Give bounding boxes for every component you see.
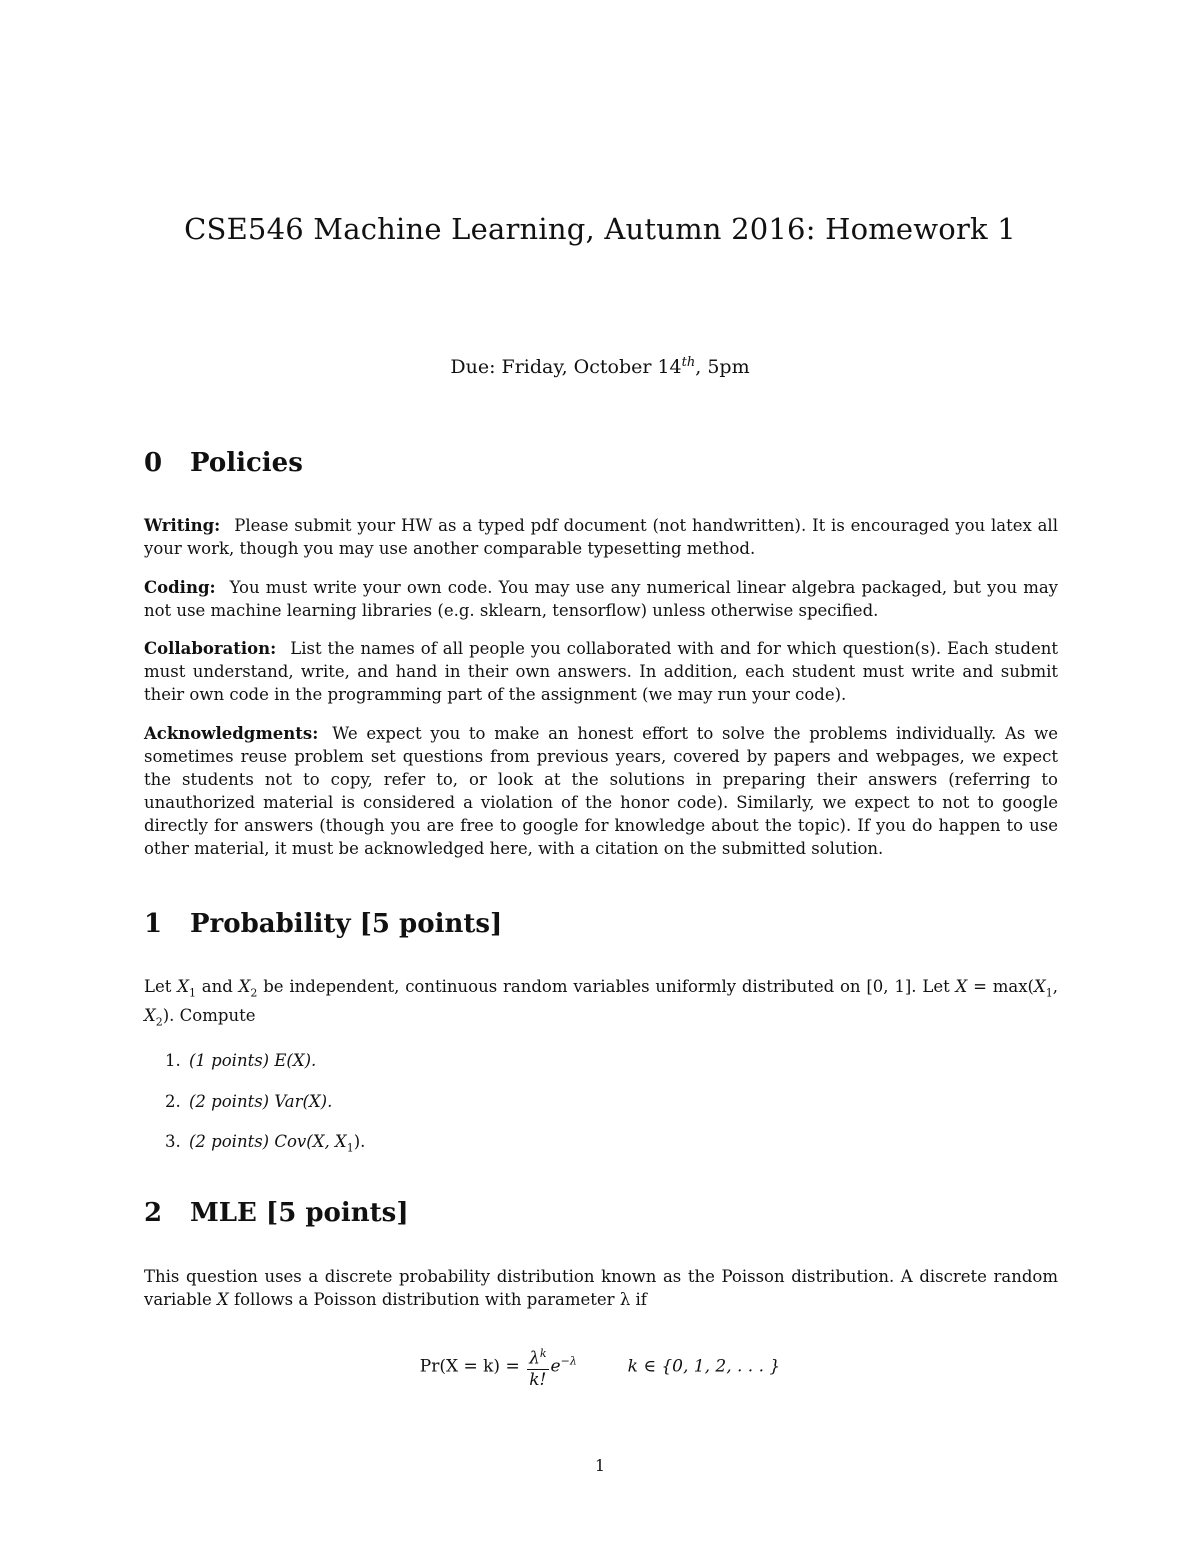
policy-label: Writing: xyxy=(144,516,221,535)
intro-text: and xyxy=(201,977,233,996)
policy-text: We expect you to make an honest effort to solve the problems individually. As we sometimes reuse problem set questions from previous years, covered by papers and webpages, we expect the students not to copy, refer to, or look at the solutions in preparing their answers (referring to unauthorized material is considered a violation of the honor code). Similarly, we expect to not to google directly for answers (though you are free to google for knowledge about the topic). If you do happen to use other material, it must be acknowledged here, with a citation on the submitted solution. xyxy=(144,724,1058,858)
list-item-points: (2 points) xyxy=(189,1132,270,1151)
list-item-number: 1. xyxy=(165,1051,181,1070)
document-title: CSE546 Machine Learning, Autumn 2016: Homework 1 xyxy=(184,212,1016,246)
list-item-number: 2. xyxy=(165,1092,181,1111)
intro-text: This question uses a discrete probability distribution known as the Poisson distribution. A discrete random variable xyxy=(144,1267,1058,1309)
intro-text: = max( xyxy=(973,977,1034,996)
expression-text: Cov(X, X xyxy=(274,1132,347,1151)
due-time: , 5pm xyxy=(695,356,750,378)
list-item-points: (2 points) xyxy=(189,1092,270,1111)
math-x: X xyxy=(955,977,968,996)
list-item-expression: E(X). xyxy=(274,1051,317,1070)
intro-text: ). Compute xyxy=(162,1006,256,1026)
due-text: Due: Friday, October 14 xyxy=(450,356,682,378)
mle-intro xyxy=(144,1265,1058,1311)
exp-base: e xyxy=(550,1356,561,1377)
intro-text: be independent, continuous random variables uniformly distributed on [0, 1]. Let xyxy=(263,977,950,996)
policy-label: Collaboration: xyxy=(144,639,277,658)
due-superscript: th xyxy=(681,355,696,370)
section-title: MLE [5 points] xyxy=(190,1198,409,1228)
policy-collaboration xyxy=(144,637,1058,706)
policy-writing xyxy=(144,514,1058,560)
page-number: 1 xyxy=(594,1456,606,1475)
list-item xyxy=(165,1090,332,1113)
due-date xyxy=(0,356,1200,378)
math-x1: $X_1$ xyxy=(177,977,196,1000)
section-number: 2 xyxy=(144,1198,163,1228)
poisson-formula xyxy=(0,1344,1200,1390)
probability-intro: Let $X_1$ and $X_2$ be independent, continuous random variables uniformly distributed on [0, 1]. Let $X = \max(X_1$, $X_2$). Compute xyxy=(144,977,1058,1029)
formula-domain: k ∈ {0, 1, 2, . . . } xyxy=(627,1356,781,1377)
numerator-exponent: k xyxy=(539,1347,547,1360)
math-x2: $X_2$ xyxy=(144,1006,163,1029)
math-x: X xyxy=(217,1290,229,1309)
numerator-base: λ xyxy=(529,1348,540,1369)
intro-text: follows a Poisson distribution with parameter λ if xyxy=(234,1290,647,1309)
list-item-number: 3. xyxy=(165,1132,181,1151)
section-heading-mle xyxy=(144,1198,409,1228)
fraction xyxy=(527,1344,548,1390)
section-heading-probability xyxy=(144,909,502,939)
fraction-denominator: k! xyxy=(529,1369,547,1390)
formula-lhs: Pr(X = k) = xyxy=(419,1356,520,1377)
math-x1: $X_1$ xyxy=(1034,977,1053,1000)
policy-text: Please submit your HW as a typed pdf document (not handwritten). It is encouraged you latex all your work, though you may use another comparable typesetting method. xyxy=(144,516,1058,558)
list-item: 3. (2 points) Cov(X, $X_1$). xyxy=(165,1132,366,1155)
policy-coding xyxy=(144,576,1058,622)
math-x2: $X_2$ xyxy=(238,977,258,1000)
policy-text: You must write your own code. You may use any numerical linear algebra packaged, but you may not use machine learning libraries (e.g. sklearn, tensorflow) unless otherwise specified. xyxy=(144,578,1058,620)
exp-exponent: −λ xyxy=(560,1354,577,1368)
section-title: Policies xyxy=(190,448,303,478)
section-number: 0 xyxy=(144,448,163,478)
section-heading-policies xyxy=(144,448,303,478)
policy-acknowledgments xyxy=(144,722,1058,860)
intro-text: Let xyxy=(144,977,172,996)
list-item xyxy=(165,1049,316,1072)
section-number: 1 xyxy=(144,909,163,939)
list-item-expression: Cov(X, $X_1$ xyxy=(274,1132,354,1155)
list-item-expression: Var(X). xyxy=(274,1092,333,1111)
policy-text: List the names of all people you collaborated with and for which question(s). Each student must understand, write, and hand in their own answers. In addition, each student must write and submit their own code in the programming part of the assignment (we may run your code). xyxy=(144,639,1058,704)
policy-label: Coding: xyxy=(144,578,216,597)
policy-label: Acknowledgments: xyxy=(144,724,319,743)
list-item-points: (1 points) xyxy=(189,1051,270,1070)
fraction-numerator xyxy=(527,1344,548,1370)
section-title: Probability [5 points] xyxy=(190,909,503,939)
